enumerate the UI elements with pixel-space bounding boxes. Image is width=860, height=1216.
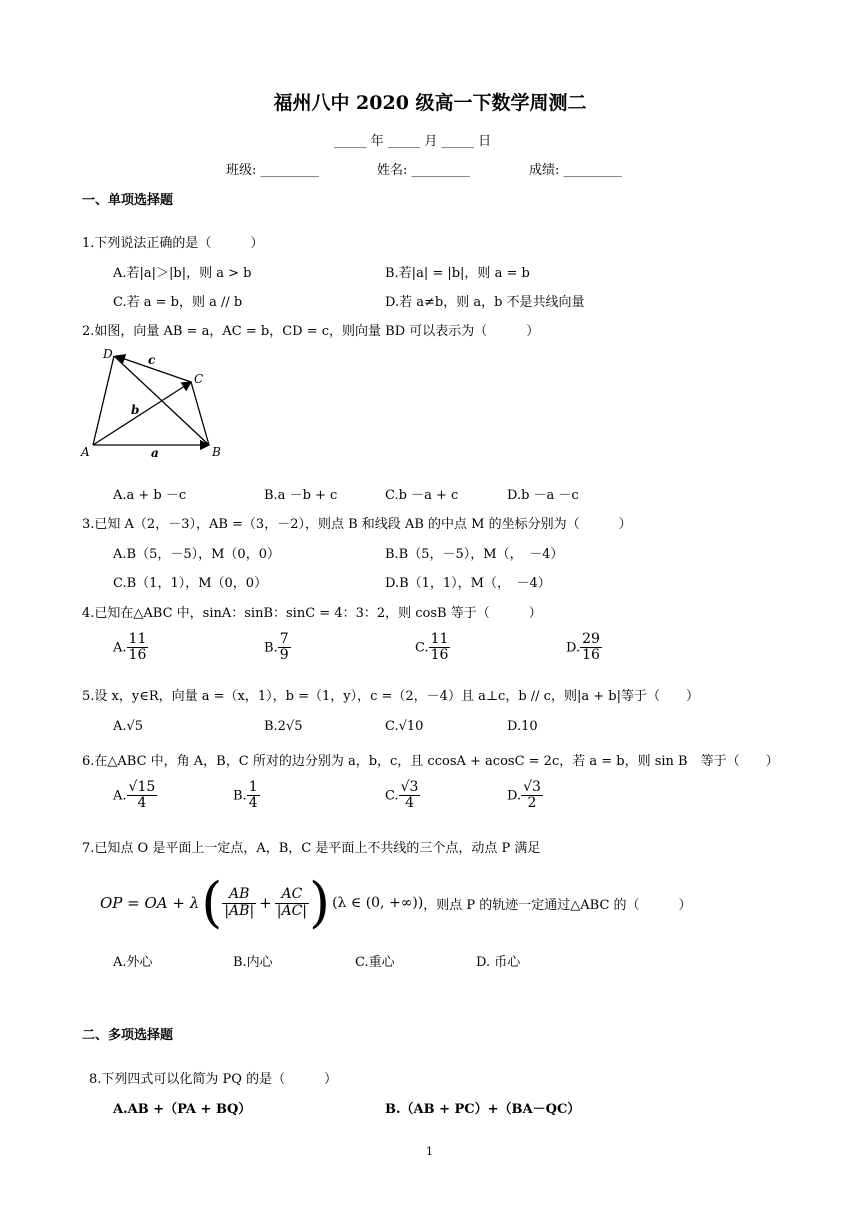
q2-option-c: C.b －a + c bbox=[385, 488, 459, 503]
page-title: 福州八中 2020 级高一下数学周测二 bbox=[273, 92, 587, 114]
q3-option-a: A.B（5，－5），M（0，0） bbox=[113, 547, 280, 562]
q6-option-d bbox=[507, 780, 543, 812]
q8-option-b: B.（AB + PC）+（BA－QC） bbox=[385, 1102, 581, 1117]
q7-formula-left: OP = OA + λ bbox=[100, 894, 200, 912]
numerator: 1 bbox=[248, 779, 258, 795]
q2-option-a: A.a + b －c bbox=[113, 488, 187, 503]
q5-option-a: A.√5 bbox=[113, 719, 144, 734]
q2-option-d: D.b －a －c bbox=[507, 488, 579, 503]
q5-option-b: B.2√5 bbox=[264, 719, 303, 734]
diagonal-db-line bbox=[114, 356, 209, 445]
denominator: 4 bbox=[405, 795, 414, 812]
q6-option-b bbox=[233, 780, 260, 812]
q8-option-a: A.AB +（PA + BQ） bbox=[113, 1102, 252, 1117]
q4-option-d bbox=[566, 632, 602, 664]
label-vector-b: b bbox=[131, 403, 140, 417]
section-single-choice: 一、单项选择题 bbox=[82, 193, 174, 208]
q8-stem: 8.下列四式可以化简为 PQ 的是（ ） bbox=[89, 1072, 338, 1087]
q6-option-d-label: D. bbox=[507, 788, 522, 804]
edge-ad-line bbox=[93, 356, 114, 445]
denominator: 16 bbox=[128, 647, 147, 664]
q4-option-d-label: D. bbox=[566, 640, 581, 656]
numerator: √3 bbox=[400, 779, 419, 795]
q4-option-b-fraction bbox=[278, 632, 291, 664]
right-paren-icon: ) bbox=[309, 871, 331, 934]
q7-option-b: B.内心 bbox=[233, 955, 273, 970]
q6-option-d-fraction bbox=[521, 780, 543, 812]
denominator: 16 bbox=[430, 647, 449, 664]
numerator: 11 bbox=[430, 631, 449, 647]
denominator: |AB| bbox=[224, 902, 255, 919]
q2-stem: 2.如图，向量 AB = a，AC = b，CD = c，则向量 BD 可以表示为（ ） bbox=[82, 324, 540, 339]
q6-option-a bbox=[113, 780, 157, 812]
label-b-point: B bbox=[212, 445, 221, 459]
q4-option-b-label: B. bbox=[264, 640, 278, 656]
denominator: 9 bbox=[279, 647, 289, 664]
numerator: AB bbox=[222, 887, 256, 903]
q7-fraction-ac bbox=[275, 887, 309, 919]
q7-stem: 7.已知点 O 是平面上一定点，A，B，C 是平面上不共线的三个点，动点 P 满足 bbox=[82, 841, 541, 856]
q4-option-a-fraction bbox=[127, 632, 149, 664]
q6-option-a-label: A. bbox=[113, 788, 127, 804]
q1-option-b: B.若|a| = |b|，则 a = b bbox=[385, 266, 530, 281]
q4-stem: 4.已知在△ABC 中，sinA：sinB：sinC = 4：3：2，则 cosB 等于（ ） bbox=[82, 606, 542, 621]
q5-stem: 5.设 x，y∈R，向量 a =（x，1），b =（1，y），c =（2，－4）且 a⊥c，b // c，则|a + b|等于（ ） bbox=[82, 689, 699, 704]
denominator: |AC| bbox=[276, 902, 308, 919]
q2-option-b: B.a －b + c bbox=[264, 488, 338, 503]
page-number: 1 bbox=[426, 1145, 433, 1158]
section-multiple-choice: 二、多项选择题 bbox=[82, 1028, 174, 1043]
q3-option-c: C.B（1，1），M（0，0） bbox=[113, 576, 268, 591]
q1-stem: 1.下列说法正确的是（ ） bbox=[82, 236, 264, 251]
q1-option-d: D.若 a≠b，则 a，b 不是共线向量 bbox=[385, 295, 585, 310]
numerator: AC bbox=[275, 887, 309, 903]
q7-fraction-ab bbox=[222, 887, 256, 919]
numerator: 29 bbox=[582, 631, 600, 647]
q7-option-a: A.外心 bbox=[113, 955, 153, 970]
q4-option-a bbox=[113, 632, 148, 664]
q2-quadrilateral-figure bbox=[78, 344, 228, 464]
name-field: 姓名: _________ bbox=[377, 163, 471, 178]
q4-option-d-fraction bbox=[580, 632, 602, 664]
q1-option-c: C.若 a = b，则 a // b bbox=[113, 295, 243, 310]
q6-option-a-fraction bbox=[127, 780, 158, 812]
q1-option-a: A.若|a|＞|b|，则 a > b bbox=[113, 266, 252, 281]
q6-option-c-fraction bbox=[399, 780, 421, 812]
q3-option-b: B.B（5，－5），M（， －4） bbox=[385, 547, 564, 562]
class-field: 班级: _________ bbox=[226, 163, 320, 178]
q4-option-c bbox=[415, 632, 450, 664]
q7-option-c: C.重心 bbox=[355, 955, 395, 970]
numerator: 11 bbox=[128, 631, 147, 647]
numerator: 7 bbox=[279, 631, 289, 647]
q7-option-d: D. 币心 bbox=[476, 955, 521, 970]
q3-option-d: D.B（1，1），M（， －4） bbox=[385, 576, 551, 591]
q7-lambda-range: (λ ∈ (0, +∞)) bbox=[332, 895, 424, 911]
label-a-point: A bbox=[81, 445, 90, 459]
label-vector-c: c bbox=[148, 353, 156, 367]
date-line: _____ 年 _____ 月 _____ 日 bbox=[334, 134, 492, 149]
denominator: 4 bbox=[248, 795, 258, 812]
q6-option-c bbox=[385, 780, 420, 812]
denominator: 2 bbox=[527, 795, 537, 812]
denominator: 4 bbox=[137, 795, 147, 812]
left-paren-icon: ( bbox=[201, 871, 223, 934]
label-c: C bbox=[194, 372, 204, 386]
numerator: √3 bbox=[523, 779, 541, 795]
q6-option-b-fraction bbox=[247, 780, 260, 812]
denominator: 16 bbox=[582, 647, 600, 664]
q3-stem: 3.已知 A（2，－3），AB =（3，－2），则点 B 和线段 AB 的中点 M 的坐标分别为（ ） bbox=[82, 517, 632, 532]
q4-option-c-label: C. bbox=[415, 640, 429, 656]
numerator: √15 bbox=[128, 779, 156, 795]
q7-formula-tail: ，则点 P 的轨迹一定通过△ABC 的（ ） bbox=[423, 897, 692, 913]
q4-option-c-fraction bbox=[429, 632, 451, 664]
q7-formula bbox=[100, 870, 692, 936]
q6-option-c-label: C. bbox=[385, 788, 399, 804]
plus-sign-icon: + bbox=[259, 894, 272, 912]
q4-option-a-label: A. bbox=[113, 640, 127, 656]
q5-option-c: C.√10 bbox=[385, 719, 424, 734]
q6-option-b-label: B. bbox=[233, 788, 247, 804]
label-d: D bbox=[103, 347, 113, 361]
edge-cb-line bbox=[191, 382, 209, 445]
q6-stem: 6.在△ABC 中，角 A，B，C 所对的边分别为 a，b，c，且 ccosA + acosC = 2c，若 a = b，则 sin B 等于（ ） bbox=[82, 754, 779, 769]
label-vector-a: a bbox=[151, 446, 159, 460]
q4-option-b bbox=[264, 632, 291, 664]
q5-option-d: D.10 bbox=[507, 719, 538, 734]
score-field: 成绩: _________ bbox=[529, 163, 623, 178]
